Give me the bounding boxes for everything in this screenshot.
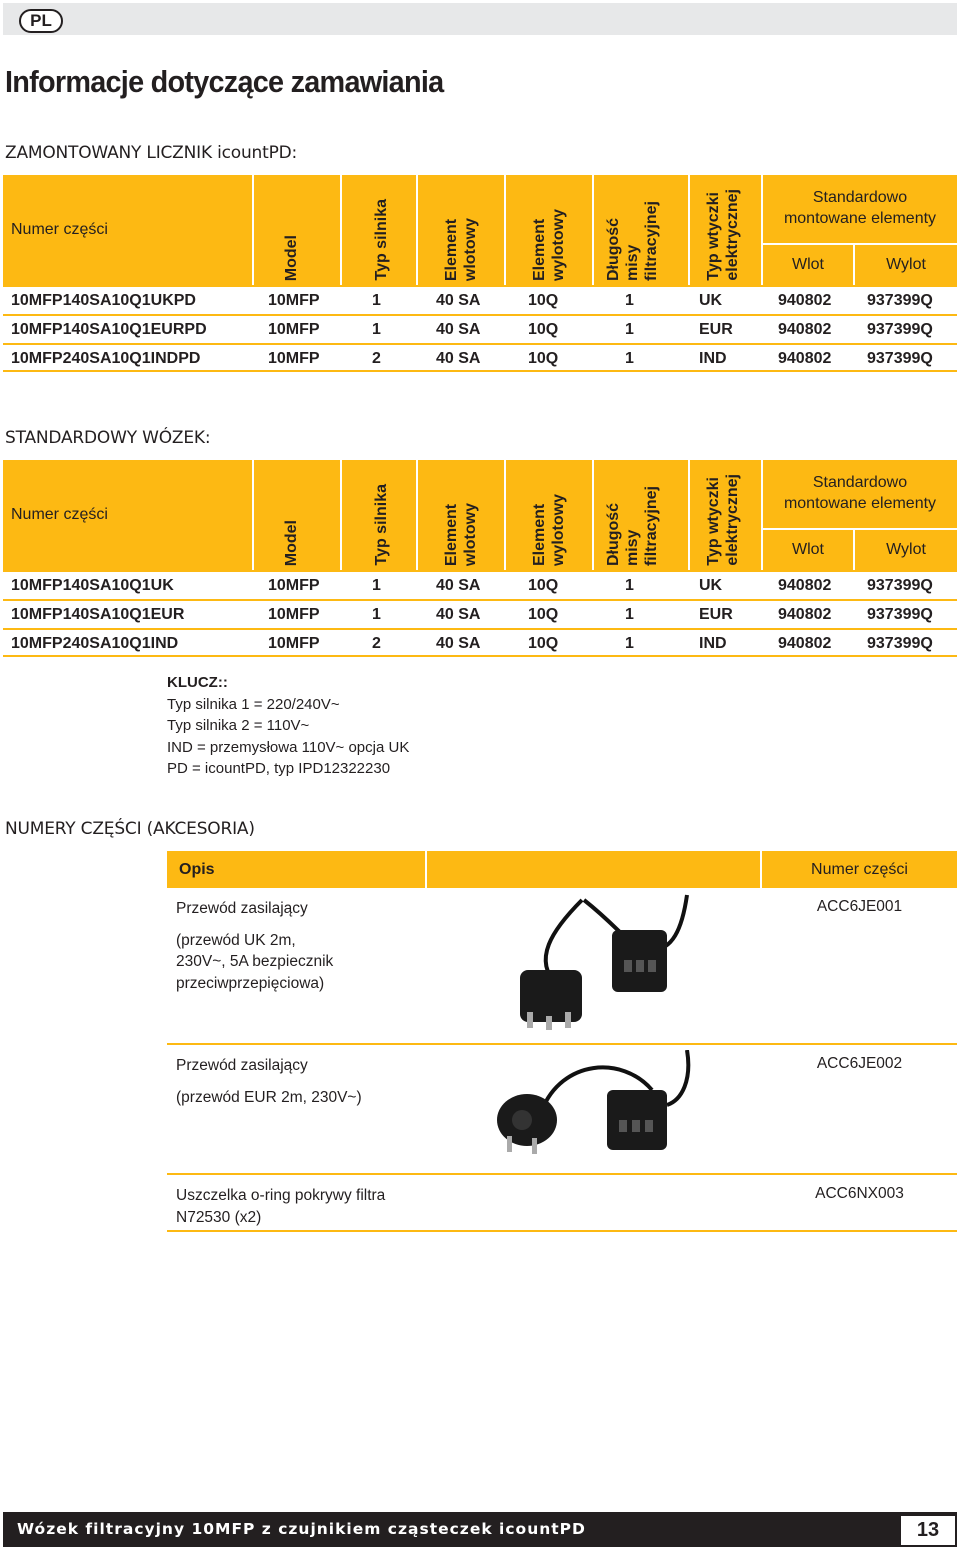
table-cell: 10MFP: [268, 321, 320, 338]
table-cell: 10MFP140SA10Q1EURPD: [11, 321, 207, 338]
table-cell: 40 SA: [436, 321, 481, 338]
table-row: [3, 570, 957, 599]
accessory-part-number: ACC6NX003: [815, 1185, 904, 1202]
header-label: Element wlotowy: [443, 502, 479, 566]
header-standard-elements: [763, 460, 957, 570]
table-cell: 40 SA: [436, 292, 481, 309]
header-label: Model: [283, 234, 300, 281]
key-line: IND = przemysłowa 110V~ opcja UK: [167, 738, 410, 756]
table-cell: 10MFP: [268, 577, 320, 594]
accessory-name: Uszczelka o-ring pokrywy filtra N72530 (x2): [176, 1187, 386, 1226]
header-label: Typ wtyczki elektrycznej: [705, 474, 741, 566]
top-bar: [3, 3, 957, 35]
table-cell: UK: [699, 292, 723, 309]
accessory-part-number: ACC6JE001: [816, 898, 903, 915]
accessory-description: [176, 1185, 385, 1238]
table-cell: 10MFP240SA10Q1INDPD: [11, 350, 201, 367]
accessory-detail: (przewód UK 2m, 230V~, 5A bezpiecznik przeciwprzepięciowa): [176, 931, 334, 992]
accessory-description: [176, 898, 333, 1004]
accessory-detail: (przewód EUR 2m, 230V~): [176, 1088, 362, 1106]
table-cell: 940802: [778, 292, 832, 309]
header-outlet: [506, 460, 592, 570]
table-cell: 10Q: [528, 635, 559, 652]
table-cell: 940802: [778, 577, 832, 594]
table-cell: 10Q: [528, 606, 559, 623]
accessory-row: [167, 1045, 957, 1175]
table-cell: 40 SA: [436, 635, 481, 652]
page-number: 13: [899, 1514, 957, 1547]
section-title-standard: STANDARDOWY WÓZEK:: [5, 428, 211, 448]
table-row: [3, 343, 957, 372]
table-cell: 10Q: [528, 321, 559, 338]
table-cell: 1: [372, 321, 381, 338]
header-motor: [342, 460, 416, 570]
header-label: Długość misy filtracyjnej: [605, 485, 660, 566]
key-title: KLUCZ::: [167, 674, 228, 691]
header-label: Numer części: [11, 506, 108, 523]
table-cell: IND: [699, 350, 727, 367]
footer-title: Wózek filtracyjny 10MFP z czujnikiem cząsteczek icountPD: [17, 1520, 586, 1538]
table-cell: 940802: [778, 606, 832, 623]
accessories-header: [167, 851, 957, 888]
header-label: Numer części: [11, 221, 108, 238]
table-cell: 40 SA: [436, 350, 481, 367]
table-header: [3, 175, 957, 285]
table-cell: 940802: [778, 321, 832, 338]
order-table-standard: [3, 460, 957, 657]
table-cell: 10MFP: [268, 606, 320, 623]
key-line: Typ silnika 1 = 220/240V~: [167, 695, 340, 713]
table-cell: 10MFP240SA10Q1IND: [11, 635, 179, 652]
table-cell: 10MFP: [268, 350, 320, 367]
header-label: Element wylotowy: [531, 493, 567, 566]
table-cell: 937399Q: [867, 292, 933, 309]
table-cell: 1: [372, 577, 381, 594]
header-outlet-std: Wylot: [855, 245, 957, 285]
header-label: Model: [283, 519, 300, 566]
header-model: [254, 460, 340, 570]
table-cell: 1: [625, 606, 634, 623]
header-inlet: [418, 460, 504, 570]
table-cell: 10MFP140SA10Q1UK: [11, 577, 174, 594]
table-cell: 937399Q: [867, 635, 933, 652]
table-cell: 10MFP140SA10Q1UKPD: [11, 292, 196, 309]
accessory-row: [167, 888, 957, 1045]
table-cell: 1: [372, 292, 381, 309]
header-label: Długość misy filtracyjnej: [605, 200, 660, 281]
uk-power-cord-icon: [512, 890, 697, 1040]
table-cell: 40 SA: [436, 606, 481, 623]
header-inlet: [418, 175, 504, 285]
table-cell: 10Q: [528, 350, 559, 367]
header-standard-elements: [763, 175, 957, 285]
footer-bar: [3, 1512, 957, 1547]
header-bowl: [594, 460, 688, 570]
header-label: Typ silnika: [373, 484, 390, 566]
accessory-name: Przewód zasilający: [176, 1057, 308, 1074]
table-row: [3, 314, 957, 343]
table-cell: EUR: [699, 606, 733, 623]
header-outlet-std: Wylot: [855, 530, 957, 570]
table-cell: 937399Q: [867, 577, 933, 594]
header-inlet-std: Wlot: [763, 245, 853, 285]
table-cell: 940802: [778, 635, 832, 652]
table-cell: 1: [625, 577, 634, 594]
header-label: Typ wtyczki elektrycznej: [705, 189, 741, 281]
table-cell: 937399Q: [867, 321, 933, 338]
table-cell: 10Q: [528, 577, 559, 594]
key-legend: [167, 672, 409, 780]
key-line: PD = icountPD, typ IPD12322230: [167, 760, 391, 777]
accessory-row: [167, 1175, 957, 1232]
table-row: [3, 599, 957, 628]
header-part-number: Numer części: [762, 851, 957, 888]
table-cell: 940802: [778, 350, 832, 367]
accessory-description: [176, 1055, 362, 1118]
accessories-table: [167, 851, 957, 1226]
table-row: [3, 628, 957, 657]
table-cell: 937399Q: [867, 606, 933, 623]
table-cell: 1: [625, 350, 634, 367]
language-badge: PL: [19, 9, 63, 33]
table-cell: 2: [372, 350, 381, 367]
table-cell: 937399Q: [867, 350, 933, 367]
table-cell: 1: [372, 606, 381, 623]
table-cell: 1: [625, 635, 634, 652]
table-cell: 10MFP: [268, 292, 320, 309]
header-label: Element wlotowy: [443, 217, 479, 281]
header-label: Standardowo montowane elementy: [763, 175, 957, 243]
header-motor: [342, 175, 416, 285]
header-description: Opis: [167, 851, 425, 888]
table-cell: 1: [625, 292, 634, 309]
header-label: Standardowo montowane elementy: [763, 460, 957, 528]
header-part-number: [3, 175, 252, 285]
header-part-number: [3, 460, 252, 570]
header-bowl: [594, 175, 688, 285]
table-cell: 10Q: [528, 292, 559, 309]
table-cell: UK: [699, 577, 723, 594]
accessory-name: Przewód zasilający: [176, 900, 308, 917]
header-label: Typ silnika: [373, 199, 390, 281]
page-title: Informacje dotyczące zamawiania: [5, 64, 444, 99]
header-outlet: [506, 175, 592, 285]
header-plug: [690, 460, 761, 570]
table-cell: 1: [625, 321, 634, 338]
header-label: Element wylotowy: [531, 208, 567, 281]
table-header: [3, 460, 957, 570]
key-line: Typ silnika 2 = 110V~: [167, 717, 310, 734]
table-cell: 10MFP: [268, 635, 320, 652]
order-table-icountpd: [3, 175, 957, 372]
section-title-accessories: NUMERY CZĘŚCI (AKCESORIA): [5, 819, 255, 839]
table-row: [3, 285, 957, 314]
eur-power-cord-icon: [492, 1050, 712, 1170]
table-cell: 2: [372, 635, 381, 652]
header-plug: [690, 175, 761, 285]
header-inlet-std: Wlot: [763, 530, 853, 570]
section-title-icountpd: ZAMONTOWANY LICZNIK icountPD:: [5, 143, 298, 163]
header-model: [254, 175, 340, 285]
table-cell: 40 SA: [436, 577, 481, 594]
accessory-part-number: ACC6JE002: [816, 1055, 903, 1072]
header-spacer: [427, 851, 760, 888]
table-cell: 10MFP140SA10Q1EUR: [11, 606, 185, 623]
table-cell: EUR: [699, 321, 733, 338]
table-cell: IND: [699, 635, 727, 652]
